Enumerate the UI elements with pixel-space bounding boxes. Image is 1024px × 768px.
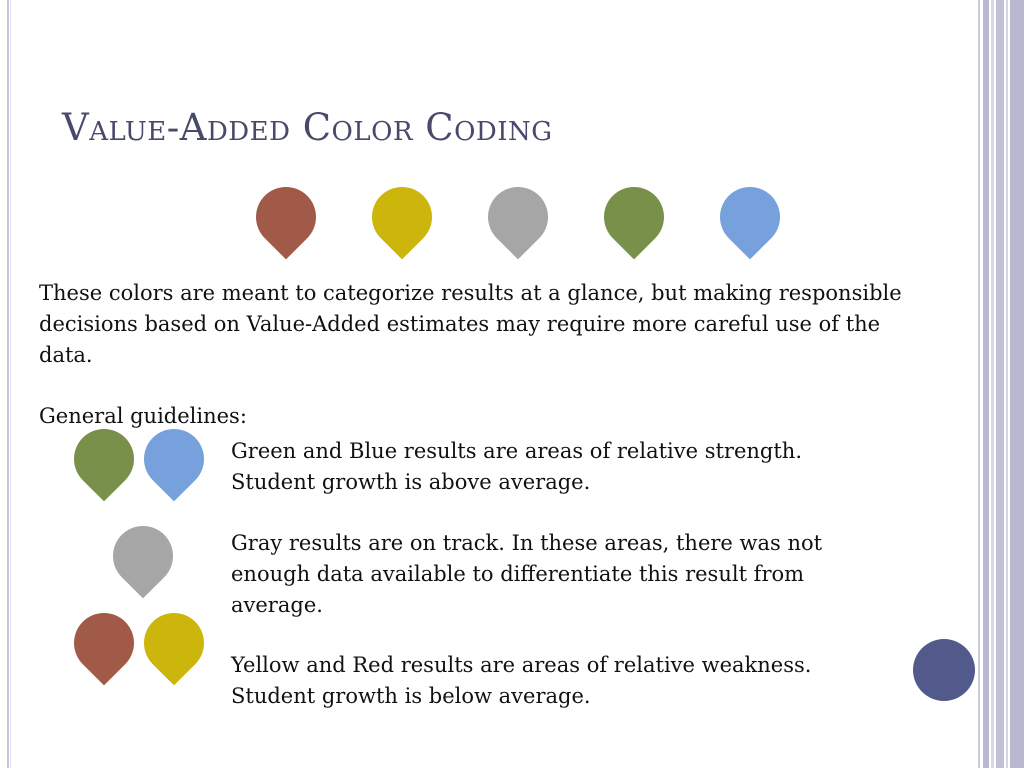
right-decor-stripe [1010, 0, 1024, 768]
guideline-weakness [231, 650, 911, 712]
intro-paragraph: These colors are meant to categorize results at a glance, but making responsible decisions based on Value-Added estimates may require more careful use of the data. [39, 281, 902, 367]
guideline-strength-line1: Green and Blue results are areas of relative strength. [231, 439, 803, 463]
gray-drop-icon [476, 175, 561, 260]
guideline-weakness-line2: Student growth is below average. [231, 684, 591, 708]
guideline-on-track [231, 528, 911, 621]
guideline-on-track-text: Gray results are on track. In these areas, there was not enough data available to differentiate this result from average. [231, 531, 823, 617]
guideline-strength-line2: Student growth is above average. [231, 470, 591, 494]
guidelines-label: General guidelines: [39, 404, 247, 428]
green-drop-icon [592, 175, 677, 260]
guideline-weakness-line1: Yellow and Red results are areas of relative weakness. [231, 653, 812, 677]
left-border-line-inner [10, 0, 11, 768]
slide-title: Value-Added Color Coding [62, 106, 553, 149]
yellow-drop-icon [360, 175, 445, 260]
right-decor-stripe [991, 0, 994, 768]
left-border-line [7, 0, 9, 768]
right-decor-stripe [978, 0, 980, 768]
yellow-drop-icon [132, 601, 217, 686]
red-drop-icon [244, 175, 329, 260]
red-drop-icon [62, 601, 147, 686]
right-decor-stripe [996, 0, 1004, 768]
guideline-strength [231, 436, 911, 498]
blue-drop-icon [708, 175, 793, 260]
right-decor-stripe [1006, 0, 1008, 768]
gray-drop-icon [101, 514, 186, 599]
accent-dot [913, 639, 975, 701]
right-decor-stripe [983, 0, 989, 768]
